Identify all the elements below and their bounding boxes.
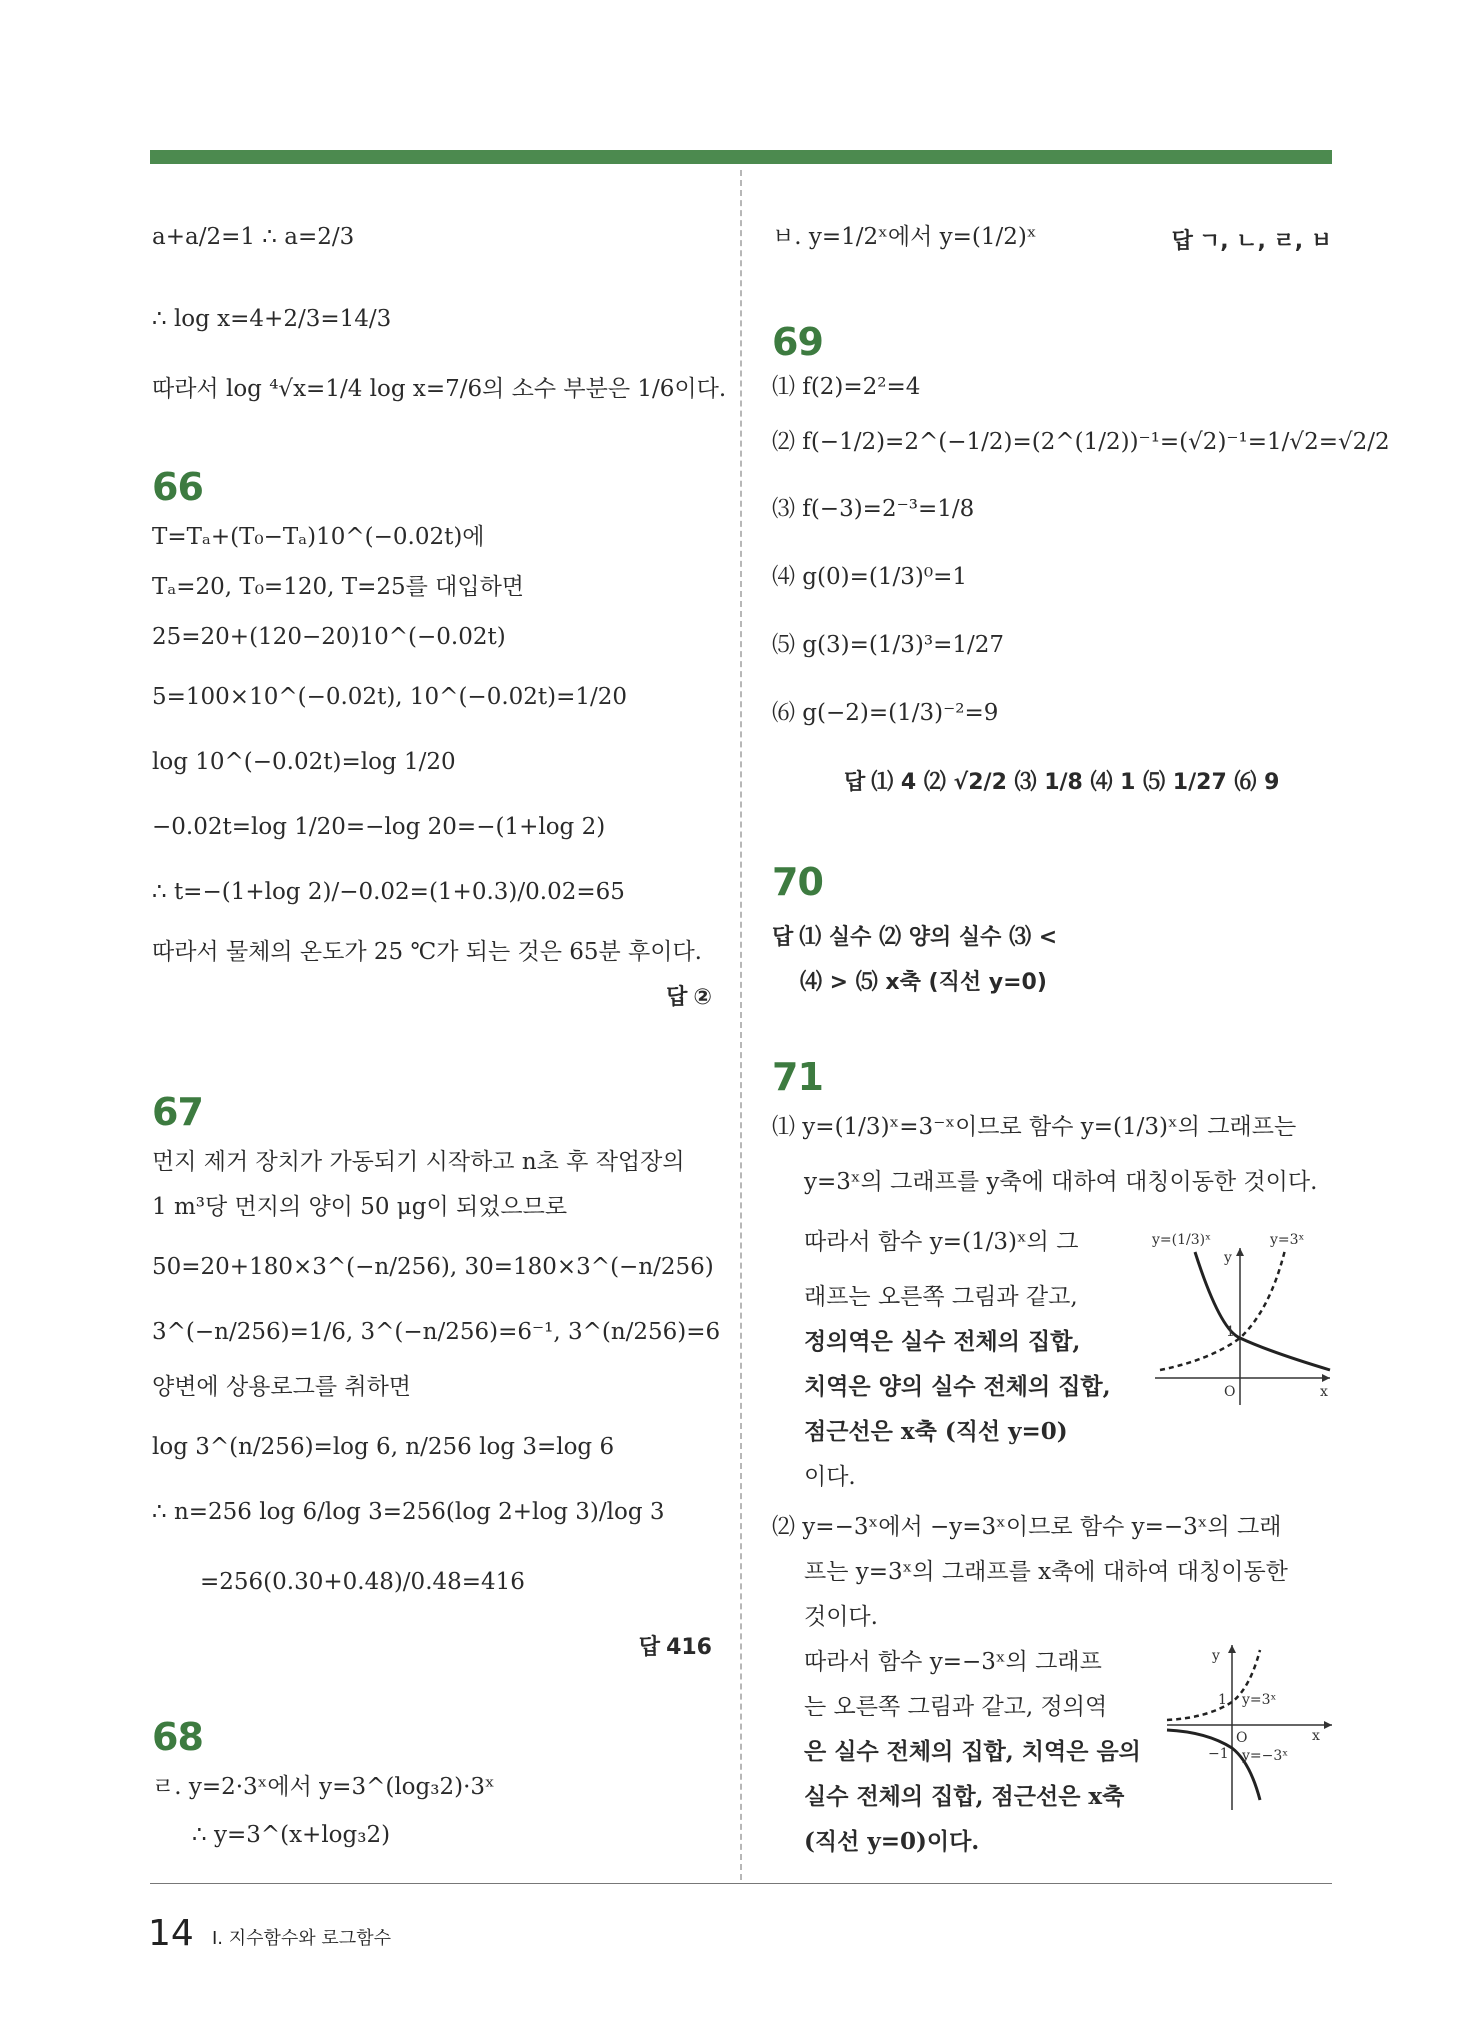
q69-line-1: ⑴ f(2)=2²=4 (772, 374, 921, 400)
q66-answer (666, 980, 712, 1011)
graph-exponential-reflection-x (1162, 1640, 1337, 1815)
q67-answer (639, 1630, 712, 1661)
prev-line-2: ∴ log x=4+2/3=14/3 (152, 306, 392, 332)
page-number: 14 (148, 1913, 194, 1954)
q66-line-8: 따라서 물체의 온도가 25 ℃가 되는 것은 65분 후이다. (152, 939, 702, 965)
q66-line-3: 25=20+(120−20)10^(−0.02t) (152, 624, 506, 650)
q68-cont-line: ㅂ. y=1/2ˣ에서 y=(1/2)ˣ (772, 224, 1037, 250)
q71-line-16: (직선 y=0)이다. (804, 1828, 980, 1855)
x-axis-arrow-icon (1324, 1721, 1332, 1729)
answer-label: 답 (666, 985, 688, 1010)
q67-line-7: ∴ n=256 log 6/log 3=256(log 2+log 3)/log 3 (152, 1499, 665, 1525)
q66-line-4: 5=100×10^(−0.02t), 10^(−0.02t)=1/20 (152, 684, 628, 710)
answer-label: 답 (844, 770, 866, 795)
label-minus-one: −1 (1208, 1746, 1229, 1762)
q71-line-2: y=3ˣ의 그래프를 y축에 대하여 대칭이동한 것이다. (804, 1169, 1318, 1195)
y-axis-arrow-icon (1228, 1645, 1236, 1653)
q70-answer-line-2: ⑷ > ⑸ x축 (직선 y=0) (800, 970, 1047, 995)
q71-line-5: 정의역은 실수 전체의 집합, (804, 1328, 1081, 1355)
q67-line-5: 양변에 상용로그를 취하면 (152, 1374, 412, 1400)
q69-line-5: ⑸ g(3)=(1/3)³=1/27 (772, 632, 1004, 658)
q69-answer (844, 765, 1279, 796)
label-y-axis: y (1224, 1250, 1232, 1266)
label-y-one-third: y=(1/3)ˣ (1152, 1232, 1212, 1248)
q66-line-7: ∴ t=−(1+log 2)/−0.02=(1+0.3)/0.02=65 (152, 879, 625, 905)
y-axis-arrow-icon (1236, 1248, 1244, 1256)
q71-line-8: 이다. (804, 1464, 856, 1490)
q70-answer-line-1 (772, 920, 1057, 951)
graph-exponential-reflection-y (1150, 1220, 1335, 1410)
q71-line-15: 실수 전체의 집합, 점근선은 x축 (804, 1783, 1125, 1810)
label-x-axis: x (1312, 1728, 1320, 1744)
answer-value: ② (693, 985, 712, 1010)
q71-line-14: 은 실수 전체의 집합, 치역은 음의 (804, 1738, 1141, 1765)
q69-line-4: ⑷ g(0)=(1/3)⁰=1 (772, 564, 967, 590)
q71-line-13: 는 오른쪽 그림과 같고, 정의역 (804, 1694, 1108, 1720)
label-y-three-x: y=3ˣ (1242, 1692, 1277, 1708)
label-x-axis: x (1320, 1384, 1328, 1400)
curve-three-power-x (1160, 1250, 1285, 1370)
q71-line-9: ⑵ y=−3ˣ에서 −y=3ˣ이므로 함수 y=−3ˣ의 그래 (772, 1514, 1282, 1540)
label-one: 1 (1218, 1692, 1227, 1708)
q67-line-8: =256(0.30+0.48)/0.48=416 (200, 1569, 525, 1595)
q67-line-1: 먼지 제거 장치가 가동되기 시작하고 n초 후 작업장의 (152, 1149, 685, 1175)
q68-answer (1172, 224, 1332, 255)
footer-rule (150, 1883, 1332, 1884)
q66-line-2: Tₐ=20, T₀=120, T=25를 대입하면 (152, 574, 525, 600)
q71-line-10: 프는 y=3ˣ의 그래프를 x축에 대하여 대칭이동한 (804, 1559, 1288, 1585)
label-y-three-x: y=3ˣ (1270, 1232, 1305, 1248)
answer-value: ⑴ 실수 ⑵ 양의 실수 ⑶ < (799, 925, 1058, 950)
question-66-number: 66 (152, 465, 203, 509)
q66-line-1: T=Tₐ+(T₀−Tₐ)10^(−0.02t)에 (152, 524, 485, 550)
q66-line-6: −0.02t=log 1/20=−log 20=−(1+log 2) (152, 814, 606, 840)
column-divider (740, 170, 742, 1880)
answer-label: 답 (772, 925, 794, 950)
q68-line-1: ㄹ. y=2·3ˣ에서 y=3^(log₃2)·3ˣ (152, 1774, 495, 1800)
q69-line-2: ⑵ f(−1/2)=2^(−1/2)=(2^(1/2))⁻¹=(√2)⁻¹=1/√2=√2/2 (772, 429, 1390, 455)
q71-line-4: 래프는 오른쪽 그림과 같고, (804, 1284, 1078, 1310)
answer-value: ㄱ, ㄴ, ㄹ, ㅂ (1198, 229, 1332, 254)
q69-line-3: ⑶ f(−3)=2⁻³=1/8 (772, 496, 975, 522)
q69-line-6: ⑹ g(−2)=(1/3)⁻²=9 (772, 700, 999, 726)
q71-line-1: ⑴ y=(1/3)ˣ=3⁻ˣ이므로 함수 y=(1/3)ˣ의 그래프는 (772, 1114, 1297, 1140)
q66-line-5: log 10^(−0.02t)=log 1/20 (152, 749, 456, 775)
q68-line-2: ∴ y=3^(x+log₃2) (192, 1822, 391, 1848)
label-origin: O (1236, 1730, 1248, 1746)
question-69-number: 69 (772, 320, 823, 364)
prev-line-1: a+a/2=1 ∴ a=2/3 (152, 224, 355, 250)
question-71-number: 71 (772, 1055, 823, 1099)
label-y-axis: y (1212, 1648, 1220, 1664)
q71-line-3: 따라서 함수 y=(1/3)ˣ의 그 (804, 1229, 1079, 1255)
question-68-number: 68 (152, 1715, 203, 1759)
q71-line-12: 따라서 함수 y=−3ˣ의 그래프 (804, 1649, 1102, 1675)
question-70-number: 70 (772, 860, 823, 904)
answer-label: 답 (638, 1635, 661, 1660)
q67-line-6: log 3^(n/256)=log 6, n/256 log 3=log 6 (152, 1434, 615, 1460)
label-y-minus-three-x: y=−3ˣ (1242, 1748, 1289, 1764)
prev-line-3: 따라서 log ⁴√x=1/4 log x=7/6의 소수 부분은 1/6이다. (152, 376, 727, 402)
q71-line-11: 것이다. (804, 1604, 878, 1630)
q67-line-2: 1 m³당 먼지의 양이 50 μg이 되었으므로 (152, 1194, 568, 1220)
answer-value: 416 (666, 1635, 712, 1660)
answer-label: 답 (1171, 229, 1193, 254)
x-axis-arrow-icon (1322, 1374, 1330, 1382)
question-67-number: 67 (152, 1090, 203, 1134)
top-accent-bar (150, 150, 1332, 164)
answer-value: ⑴ 4 ⑵ √2/2 ⑶ 1/8 ⑷ 1 ⑸ 1/27 ⑹ 9 (871, 770, 1280, 795)
label-one: 1 (1226, 1324, 1235, 1340)
chapter-title: Ⅰ. 지수함수와 로그함수 (212, 1928, 391, 1949)
q67-line-4: 3^(−n/256)=1/6, 3^(−n/256)=6⁻¹, 3^(n/256)=6 (152, 1319, 721, 1345)
q67-line-3: 50=20+180×3^(−n/256), 30=180×3^(−n/256) (152, 1254, 714, 1280)
q71-line-7: 점근선은 x축 (직선 y=0) (804, 1418, 1068, 1445)
q71-line-6: 치역은 양의 실수 전체의 집합, (804, 1373, 1111, 1400)
label-origin: O (1224, 1384, 1236, 1400)
